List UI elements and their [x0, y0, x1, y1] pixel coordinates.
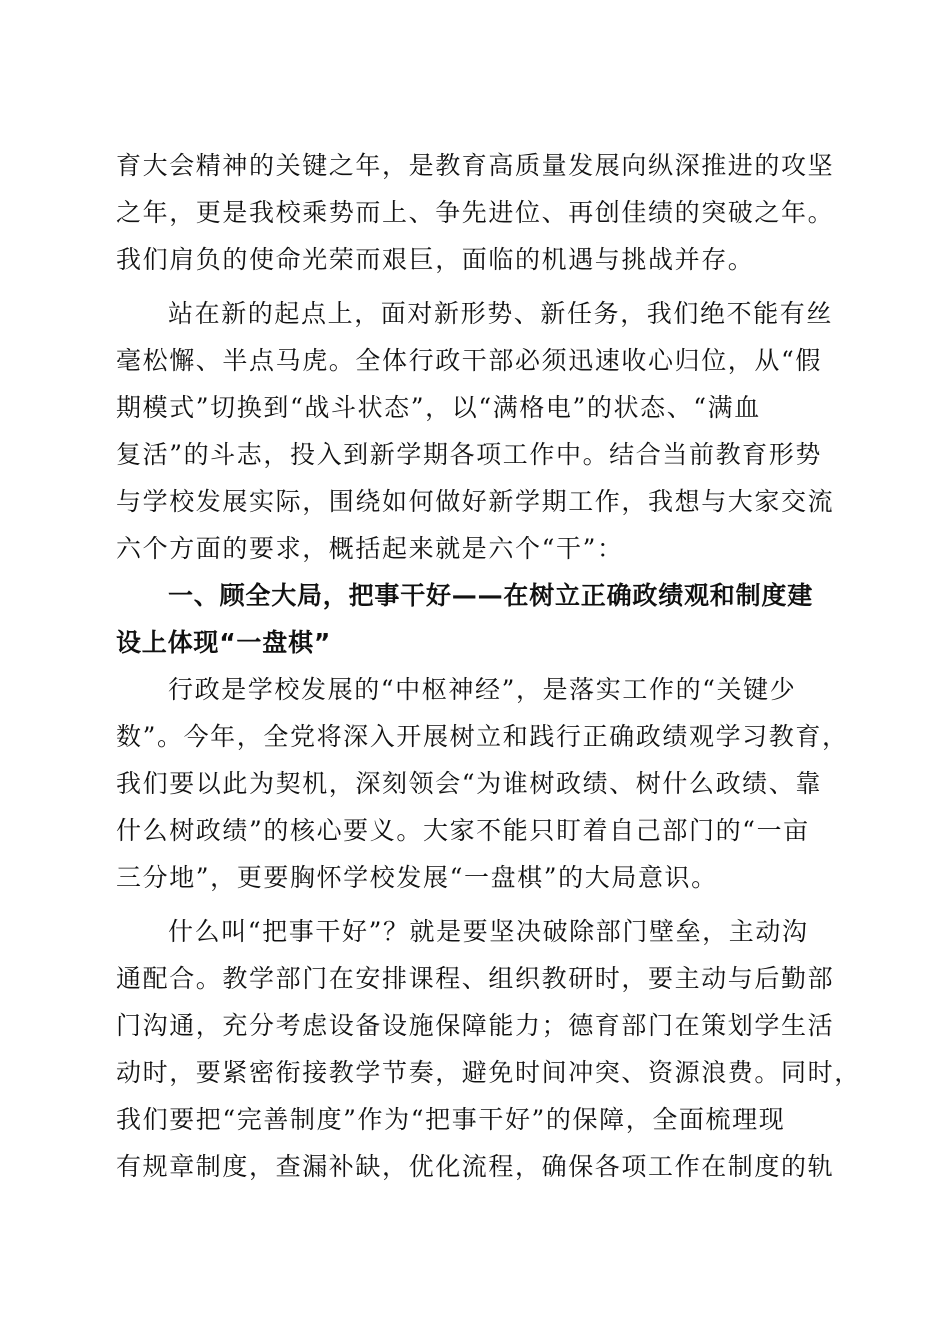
text-line: 我们要把“完善制度”作为“把事干好”的保障，全面梳理现 — [116, 1105, 786, 1134]
text-line: 我们要以此为契机，深刻领会“为谁树政绩、树什么政绩、靠 — [116, 769, 822, 798]
text-line: 期模式”切换到“战斗状态”，以“满格电”的状态、“满血 — [116, 393, 761, 422]
text-line: 有规章制度，查漏补缺，优化流程，确保各项工作在制度的轨 — [116, 1152, 835, 1181]
paragraph — [116, 666, 849, 901]
text-line: 门沟通，充分考虑设备设施保障能力；德育部门在策划学生活 — [116, 1011, 835, 1040]
text-line: 育大会精神的关键之年，是教育高质量发展向纵深推进的攻坚 — [116, 151, 835, 180]
document-body — [116, 142, 861, 1190]
text-line: 与学校发展实际，围绕如何做好新学期工作，我想与大家交流 — [116, 487, 835, 516]
paragraph — [116, 290, 835, 572]
text-line: 复活”的斗志，投入到新学期各项工作中。结合当前教育形势 — [116, 440, 822, 469]
heading-line: 一、顾全大局，把事干好——在树立正确政绩观和制度建 — [168, 581, 814, 610]
heading-line: 设上体现“一盘棋” — [116, 628, 332, 657]
text-line: 什么树政绩”的核心要义。大家不能只盯着自己部门的“一亩 — [116, 816, 810, 845]
text-line: 之年，更是我校乘势而上、争先进位、再创佳绩的突破之年。 — [116, 198, 835, 227]
text-line: 数”。今年，全党将深入开展树立和践行正确政绩观学习教育， — [116, 722, 849, 751]
text-line: 行政是学校发展的“中枢神经”，是落实工作的“关键少 — [168, 675, 797, 704]
text-line: 动时，要紧密衔接教学节奏，避免时间冲突、资源浪费。同时， — [116, 1058, 861, 1087]
text-line: 六个方面的要求，概括起来就是六个“干”： — [116, 534, 624, 563]
section-heading — [116, 572, 826, 666]
text-line: 什么叫“把事干好”？就是要坚决破除部门壁垒，主动沟 — [168, 917, 809, 946]
text-line: 站在新的起点上，面对新形势、新任务，我们绝不能有丝 — [168, 299, 834, 328]
paragraph — [116, 142, 835, 283]
paragraph — [116, 908, 861, 1190]
text-line: 通配合。教学部门在安排课程、组织教研时，要主动与后勤部 — [116, 964, 835, 993]
text-line: 三分地”，更要胸怀学校发展“一盘棋”的大局意识。 — [116, 863, 718, 892]
text-line: 毫松懈、半点马虎。全体行政干部必须迅速收心归位，从“假 — [116, 346, 822, 375]
text-line: 我们肩负的使命光荣而艰巨，面临的机遇与挑战并存。 — [116, 245, 755, 274]
